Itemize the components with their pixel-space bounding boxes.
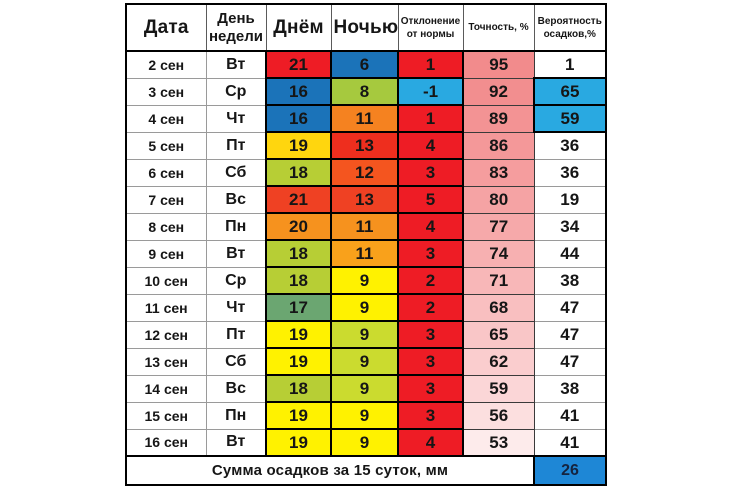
accuracy-cell: 92 — [463, 78, 534, 105]
weekday-cell: Вт — [206, 51, 266, 78]
precip-probability-cell: 38 — [534, 375, 606, 402]
day-temp-cell: 19 — [266, 321, 331, 348]
accuracy-cell: 83 — [463, 159, 534, 186]
table-row — [126, 132, 606, 159]
day-temp-cell: 19 — [266, 348, 331, 375]
precip-probability-cell: 34 — [534, 213, 606, 240]
night-temp-cell: 9 — [331, 348, 398, 375]
date-cell: 13 сен — [126, 348, 206, 375]
weekday-cell: Вт — [206, 429, 266, 456]
day-temp-cell: 18 — [266, 267, 331, 294]
header-row — [126, 4, 606, 51]
day-temp-cell: 19 — [266, 402, 331, 429]
deviation-cell: 3 — [398, 240, 463, 267]
precip-probability-cell: 36 — [534, 132, 606, 159]
footer-row — [126, 456, 606, 485]
weekday-cell: Вс — [206, 186, 266, 213]
date-cell: 11 сен — [126, 294, 206, 321]
deviation-cell: 5 — [398, 186, 463, 213]
table-row — [126, 321, 606, 348]
night-temp-cell: 9 — [331, 294, 398, 321]
accuracy-cell: 68 — [463, 294, 534, 321]
day-temp-cell: 19 — [266, 429, 331, 456]
table-row — [126, 294, 606, 321]
precip-probability-cell: 47 — [534, 294, 606, 321]
weekday-cell: Чт — [206, 105, 266, 132]
night-temp-cell: 9 — [331, 321, 398, 348]
accuracy-cell: 77 — [463, 213, 534, 240]
deviation-cell: 1 — [398, 51, 463, 78]
table-row — [126, 348, 606, 375]
night-temp-cell: 9 — [331, 429, 398, 456]
table-row — [126, 240, 606, 267]
weekday-cell: Ср — [206, 78, 266, 105]
precip-probability-cell: 65 — [534, 78, 606, 105]
deviation-cell: 3 — [398, 402, 463, 429]
day-temp-cell: 21 — [266, 186, 331, 213]
deviation-cell: 4 — [398, 429, 463, 456]
day-temp-cell: 20 — [266, 213, 331, 240]
accuracy-cell: 74 — [463, 240, 534, 267]
day-temp-cell: 18 — [266, 240, 331, 267]
night-temp-cell: 9 — [331, 267, 398, 294]
night-temp-cell: 9 — [331, 402, 398, 429]
col-header-precipitation: Вероятность осадков,% — [534, 4, 606, 51]
night-temp-cell: 11 — [331, 213, 398, 240]
accuracy-cell: 86 — [463, 132, 534, 159]
weekday-cell: Чт — [206, 294, 266, 321]
accuracy-cell: 65 — [463, 321, 534, 348]
date-cell: 15 сен — [126, 402, 206, 429]
accuracy-cell: 62 — [463, 348, 534, 375]
footer-value: 26 — [534, 456, 606, 485]
date-cell: 12 сен — [126, 321, 206, 348]
accuracy-cell: 95 — [463, 51, 534, 78]
deviation-cell: 2 — [398, 294, 463, 321]
night-temp-cell: 9 — [331, 375, 398, 402]
weekday-cell: Вт — [206, 240, 266, 267]
weekday-cell: Вс — [206, 375, 266, 402]
precip-probability-cell: 41 — [534, 402, 606, 429]
deviation-cell: -1 — [398, 78, 463, 105]
accuracy-cell: 89 — [463, 105, 534, 132]
precip-probability-cell: 36 — [534, 159, 606, 186]
table-row — [126, 375, 606, 402]
accuracy-cell: 53 — [463, 429, 534, 456]
deviation-cell: 2 — [398, 267, 463, 294]
weekday-cell: Пн — [206, 213, 266, 240]
table-row — [126, 186, 606, 213]
precip-probability-cell: 47 — [534, 321, 606, 348]
table-row — [126, 78, 606, 105]
precip-probability-cell: 44 — [534, 240, 606, 267]
date-cell: 14 сен — [126, 375, 206, 402]
deviation-cell: 3 — [398, 348, 463, 375]
day-temp-cell: 18 — [266, 375, 331, 402]
col-header-date: Дата — [126, 4, 206, 51]
table-body — [126, 51, 606, 456]
col-header-weekday: День недели — [206, 4, 266, 51]
accuracy-cell: 80 — [463, 186, 534, 213]
date-cell: 5 сен — [126, 132, 206, 159]
date-cell: 7 сен — [126, 186, 206, 213]
night-temp-cell: 12 — [331, 159, 398, 186]
date-cell: 10 сен — [126, 267, 206, 294]
night-temp-cell: 8 — [331, 78, 398, 105]
precip-probability-cell: 59 — [534, 105, 606, 132]
day-temp-cell: 16 — [266, 78, 331, 105]
deviation-cell: 3 — [398, 321, 463, 348]
deviation-cell: 3 — [398, 159, 463, 186]
weekday-cell: Пт — [206, 321, 266, 348]
date-cell: 9 сен — [126, 240, 206, 267]
night-temp-cell: 6 — [331, 51, 398, 78]
precip-probability-cell: 38 — [534, 267, 606, 294]
table-row — [126, 402, 606, 429]
weekday-cell: Сб — [206, 348, 266, 375]
weekday-cell: Ср — [206, 267, 266, 294]
day-temp-cell: 16 — [266, 105, 331, 132]
col-header-night-temp: Ночью — [331, 4, 398, 51]
deviation-cell: 1 — [398, 105, 463, 132]
night-temp-cell: 11 — [331, 105, 398, 132]
table-row — [126, 51, 606, 78]
date-cell: 3 сен — [126, 78, 206, 105]
night-temp-cell: 11 — [331, 240, 398, 267]
deviation-cell: 3 — [398, 375, 463, 402]
footer-label: Сумма осадков за 15 суток, мм — [126, 456, 534, 485]
deviation-cell: 4 — [398, 213, 463, 240]
day-temp-cell: 17 — [266, 294, 331, 321]
weather-table — [125, 3, 607, 486]
accuracy-cell: 71 — [463, 267, 534, 294]
day-temp-cell: 18 — [266, 159, 331, 186]
date-cell: 2 сен — [126, 51, 206, 78]
col-header-day-temp: Днём — [266, 4, 331, 51]
accuracy-cell: 56 — [463, 402, 534, 429]
precip-probability-cell: 41 — [534, 429, 606, 456]
col-header-deviation: Отклонение от нормы — [398, 4, 463, 51]
accuracy-cell: 59 — [463, 375, 534, 402]
col-header-accuracy: Точность, % — [463, 4, 534, 51]
day-temp-cell: 21 — [266, 51, 331, 78]
date-cell: 6 сен — [126, 159, 206, 186]
table-row — [126, 429, 606, 456]
table-row — [126, 105, 606, 132]
night-temp-cell: 13 — [331, 132, 398, 159]
weekday-cell: Пт — [206, 132, 266, 159]
night-temp-cell: 13 — [331, 186, 398, 213]
table-row — [126, 159, 606, 186]
table-row — [126, 267, 606, 294]
date-cell: 8 сен — [126, 213, 206, 240]
weekday-cell: Пн — [206, 402, 266, 429]
table-row — [126, 213, 606, 240]
precip-probability-cell: 47 — [534, 348, 606, 375]
weekday-cell: Сб — [206, 159, 266, 186]
precip-probability-cell: 19 — [534, 186, 606, 213]
day-temp-cell: 19 — [266, 132, 331, 159]
date-cell: 16 сен — [126, 429, 206, 456]
deviation-cell: 4 — [398, 132, 463, 159]
precip-probability-cell: 1 — [534, 51, 606, 78]
date-cell: 4 сен — [126, 105, 206, 132]
